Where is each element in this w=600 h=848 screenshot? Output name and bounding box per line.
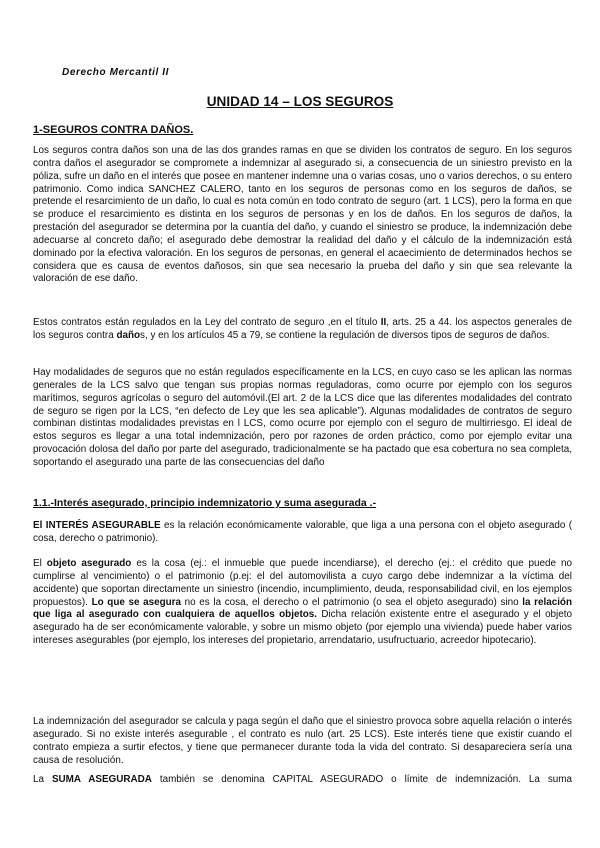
text-run: Estos contratos están regulados en la Ley del contrato de seguro ,en el título — [33, 317, 381, 328]
bold-run: Lo que se asegura — [91, 596, 182, 608]
subsection-heading: 1.1.-Interés asegurado, principio indemnizatorio y suma asegurada .- — [33, 497, 377, 509]
paragraph-objeto-asegurado — [33, 558, 572, 648]
bold-run: II — [380, 317, 387, 328]
text-run: El — [33, 558, 47, 569]
section-heading: 1-SEGUROS CONTRA DAÑOS. — [33, 124, 194, 136]
paragraph-regulation — [33, 317, 572, 343]
text-run: La — [33, 774, 52, 785]
paragraph-intro: Los seguros contra daños son una de las dos grandes ramas en que se dividen los contratos de seguro. En los seguros contra daños el asegurador se compromete a indemnizar al asegurado si, a consecuencia de un siniestro previsto en la póliza, sufre un daño en el interés que posee en mantener indemne una o varias cosas, uno o varios derechos, o su entero patrimonio. Como indica SANCHEZ CALERO, tanto en los seguros de personas como en los seguros de daños, se pretende el resarcimiento de un daño, lo cual es nota común en todo contrato de seguro (art. 1 LCS), pero la forma en que se produce el resarcimiento es distinta en los seguros de personas y en los de daños. En los seguros de daños, la prestación del asegurador se determina por la cuantía del daño, y cuando el siniestro se produce, la indemnización debe adecuarse al concreto daño; el asegurado debe demostrar la realidad del daño y el cálculo de la indemnización está dominado por la efectiva valoración. En los seguros de personas, en general el acaecimiento de determinados hechos se considera que es causa de eventos dañosos, sin que sea necesario la prueba del daño y sin que sea relevante la valoración de ese daño. — [33, 145, 572, 285]
bold-run: SUMA ASEGURADA — [51, 774, 152, 785]
paragraph-modalities: Hay modalidades de seguros que no están regulados específicamente en la LCS, en cuyo caso se les aplican las normas generales de la LCS salvo que tengan sus propias normas reguladoras, como ocurre por ejemplo con los seguros marítimos, seguros agrícolas o seguro del automóvil.(El art. 2 de la LCS dice que las diferentes modalidades del contrato de seguro se rigen por la LCS, “en defecto de Ley que les sea aplicable”). Algunas modalidades de contratos de seguro combinan distintas modalidades previstas en l LCS, como ocurre por ejemplo con el seguro de multirriesgo. El ideal de estos seguros es llegar a una total indemnización, pero por razones de orden práctico, como por ejemplo evitar una provocación dolosa del daño por parte del asegurado, tradicionalmente se ha pactado que esa cobertura no sea completa, soportando el asegurado una parte de las consecuencias del daño — [33, 367, 572, 468]
text-run: , arts. 25 a 44. los aspectos generales de los seguros contra — [33, 317, 572, 341]
paragraph-suma-asegurada — [33, 774, 572, 787]
bold-run: El INTERÉS ASEGURABLE — [33, 520, 161, 531]
text-run: es la relación económicamente valorable, que liga a una persona con el objeto asegurado ( cosa, derecho o patrimonio). — [33, 520, 572, 544]
running-head: Derecho Mercantil II — [62, 67, 170, 78]
bold-run: objeto asegurado — [46, 558, 132, 569]
text-run: es la cosa (ej.: el inmueble que puede incendiarse), el derecho (ej.: el crédito que puede no cumplirse al vencimiento) o el patrimonio (p.ej: el del automovilista a cuyo cargo debe indemnizar a la víctima del accidente) que soportan directamente un siniestro (incendio, incumplimiento, deuda, responsabilidad civil, en los ejemplos propuestos). — [33, 558, 572, 608]
unit-title: UNIDAD 14 – LOS SEGUROS — [206, 94, 394, 109]
bold-run: daño — [116, 329, 141, 341]
bold-run: la relación que liga al asegurado con cualquiera de aquellos objetos. — [33, 596, 572, 621]
paragraph-indemnizacion: La indemnización del asegurador se calcula y paga según el daño que el siniestro provoca sobre aquella relación o interés asegurado. Si no existe interés asegurable , el contrato es nulo (art. 25 LCS). Este interés tiene que existir cuando el contrato empieza a surtir efectos, y tiene que permanecer durante toda la vida del contrato. Si desapareciera sería una causa de resolución. — [33, 716, 572, 766]
text-run: no es la cosa, el derecho o el patrimonio (o sea el objeto asegurado) sino — [181, 596, 523, 608]
text-run: también se denomina CAPITAL ASEGURADO o límite de indemnización. La suma — [151, 774, 572, 785]
text-run: s, y en los artículos 45 a 79, se contiene la regulación de diversos tipos de seguros de daños. — [140, 329, 550, 341]
paragraph-interes-asegurable — [33, 520, 572, 546]
text-run: Dicha relación existente entre el asegurado y el objeto asegurado ha de ser económicamente valorable, y sobre un mismo objeto (por ejemplo una vivienda) puede haber varios intereses asegurables (por ejemplo, los intereses del propietario, arrendatario, usufructuario, acreedor hipotecario). — [33, 609, 572, 647]
